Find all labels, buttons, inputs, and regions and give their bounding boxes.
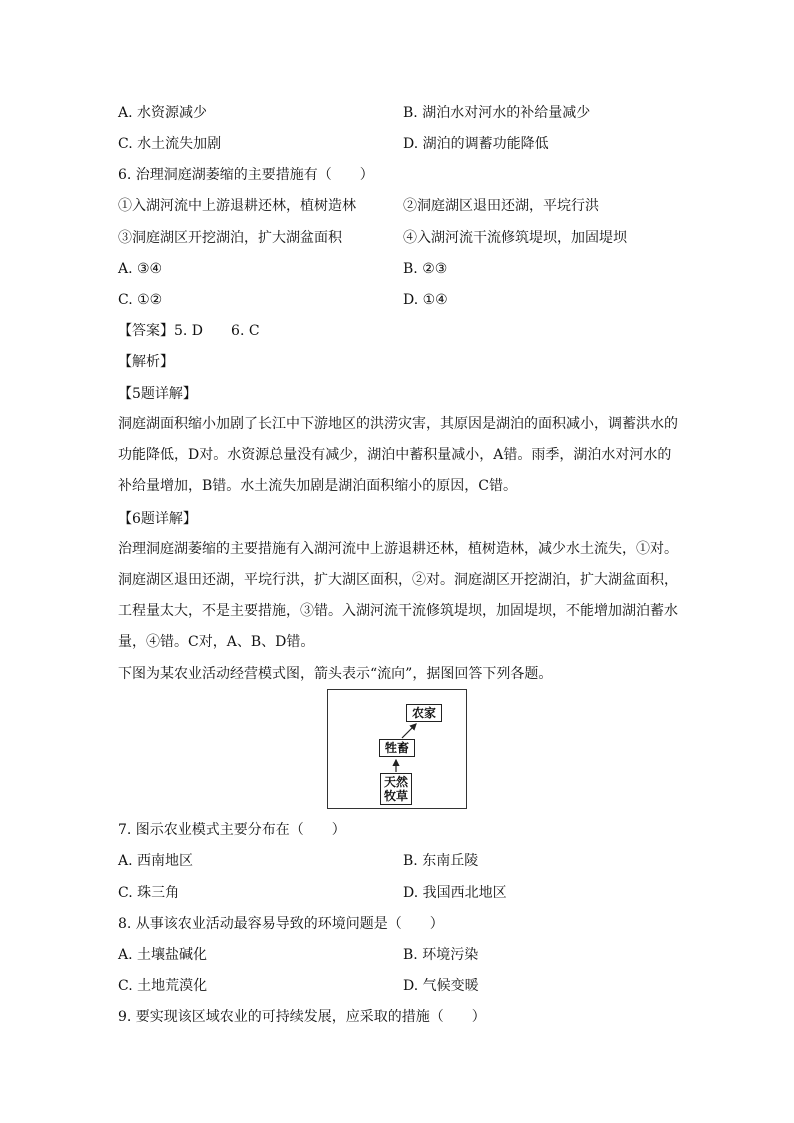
detail5-label: 【5题详解】: [118, 386, 197, 402]
answer-label: 【答案】: [118, 323, 174, 339]
detail6-paragraph: [118, 534, 678, 658]
q6-option-c: C. ①②: [118, 292, 163, 308]
q5-option-a: A. 水资源减少: [118, 105, 208, 121]
q9-stem: 9. 要实现该区域农业的可持续发展，应采取的措施（ ）: [118, 1009, 486, 1025]
detail6-line: 量，④错。C对，A、B、D错。: [118, 634, 315, 650]
q6-measure-3: ③洞庭湖区开挖湖泊，扩大湖盆面积: [118, 230, 342, 246]
q7-option-a: A. 西南地区: [118, 853, 194, 869]
q8-stem: 8. 从事该农业活动最容易导致的环境问题是（ ）: [118, 916, 444, 932]
q6-measure-4: ④入湖河流干流修筑堤坝，加固堤坝: [403, 230, 627, 246]
agriculture-flow-diagram: [327, 689, 467, 809]
detail6-label: 【6题详解】: [118, 511, 197, 527]
detail5-line: 功能降低，D对。水资源总量没有减少，湖泊中蓄积量减小，A错。雨季，湖泊水对河水的: [118, 447, 672, 463]
q6-measure-2: ②洞庭湖区退田还湖，平垸行洪: [403, 198, 599, 214]
farm-box: 农家: [406, 704, 442, 722]
grass-line-2: 牧草: [383, 789, 408, 803]
q8-option-b: B. 环境污染: [403, 947, 479, 963]
q8-option-d: D. 气候变暖: [403, 978, 479, 994]
q6-stem: 6. 治理洞庭湖萎缩的主要措施有（ ）: [118, 167, 374, 183]
analysis-label: 【解析】: [118, 354, 174, 370]
q8-option-a: A. 土壤盐碱化: [118, 947, 208, 963]
detail6-line: 洞庭湖区退田还湖，平垸行洪，扩大湖区面积，②对。洞庭湖区开挖湖泊，扩大湖盆面积，: [118, 572, 678, 588]
q5-option-d: D. 湖泊的调蓄功能降低: [403, 136, 549, 152]
detail5-line: 补给量增加，B错。水土流失加剧是湖泊面积缩小的原因，C错。: [118, 478, 517, 494]
arrow-livestock-to-farm: [402, 724, 416, 738]
detail5-paragraph: [118, 409, 678, 502]
q7-option-b: B. 东南丘陵: [403, 853, 479, 869]
q7-stem: 7. 图示农业模式主要分布在（ ）: [118, 822, 346, 838]
natural-pasture-box: [380, 773, 412, 805]
q5-option-c: C. 水土流失加剧: [118, 136, 222, 152]
detail5-line: 洞庭湖面积缩小加剧了长江中下游地区的洪涝灾害，其原因是湖泊的面积减小，调蓄洪水的: [118, 416, 678, 432]
q6-option-b: B. ②③: [403, 261, 448, 277]
detail6-line: 工程量太大，不是主要措施，③错。入湖河流干流修筑堤坝，加固堤坝，不能增加湖泊蓄水: [118, 603, 678, 619]
figure-intro: 下图为某农业活动经营模式图，箭头表示“流向”，据图回答下列各题。: [118, 666, 553, 682]
q8-option-c: C. 土地荒漠化: [118, 978, 208, 994]
q7-option-c: C. 珠三角: [118, 885, 180, 901]
answer-text: 5. D 6. C: [174, 323, 260, 339]
q6-option-d: D. ①④: [403, 292, 448, 308]
grass-line-1: 天然: [383, 775, 408, 789]
livestock-box: 牲畜: [379, 739, 415, 757]
q5-option-b: B. 湖泊水对河水的补给量减少: [403, 105, 591, 121]
answer-line: [118, 322, 260, 340]
q7-option-d: D. 我国西北地区: [403, 885, 507, 901]
q6-option-a: A. ③④: [118, 261, 163, 277]
q6-measure-1: ①入湖河流中上游退耕还林，植树造林: [118, 198, 356, 214]
detail6-line: 治理洞庭湖萎缩的主要措施有入湖河流中上游退耕还林，植树造林，减少水土流失，①对。: [118, 541, 678, 557]
